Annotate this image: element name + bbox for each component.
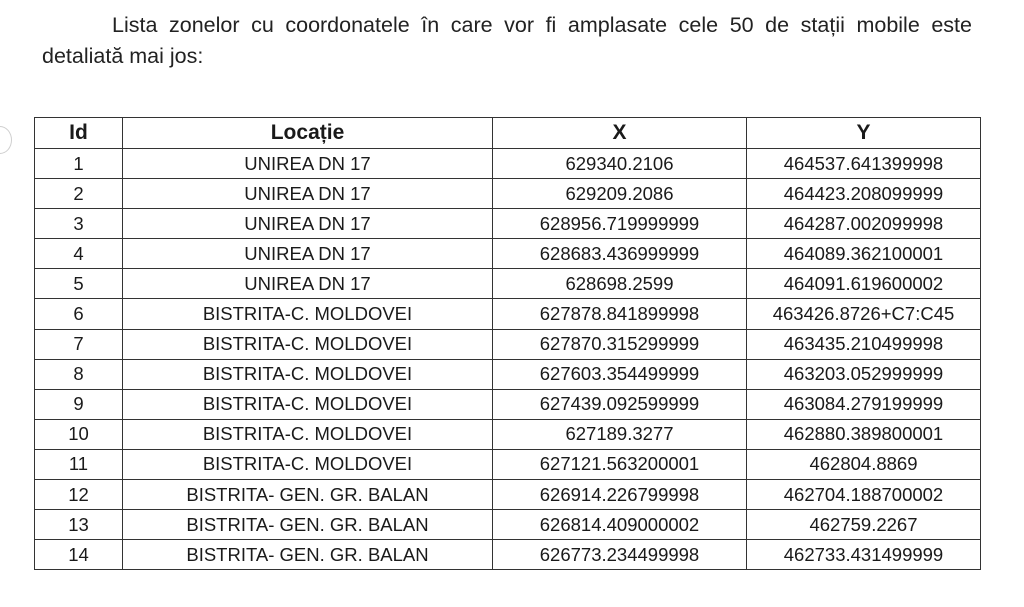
cell-id: 3 xyxy=(35,209,123,239)
cell-y: 464287.002099998 xyxy=(747,209,981,239)
table-header-row xyxy=(35,118,981,149)
cell-x: 627603.354499999 xyxy=(493,359,747,389)
cell-y: 463203.052999999 xyxy=(747,359,981,389)
table-row xyxy=(35,329,981,359)
cell-id: 12 xyxy=(35,480,123,510)
cell-x: 627189.3277 xyxy=(493,419,747,449)
table-row xyxy=(35,179,981,209)
cell-location: BISTRITA-C. MOLDOVEI xyxy=(123,449,493,479)
cell-id: 14 xyxy=(35,540,123,570)
stations-coordinates-table xyxy=(34,117,981,570)
cell-y: 464537.641399998 xyxy=(747,149,981,179)
table-row xyxy=(35,299,981,329)
cell-location: BISTRITA-C. MOLDOVEI xyxy=(123,389,493,419)
cell-y: 463426.8726+C7:C45 xyxy=(747,299,981,329)
table-row xyxy=(35,149,981,179)
table-row xyxy=(35,480,981,510)
intro-paragraph: Lista zonelor cu coordonatele în care vor fi amplasate cele 50 de stații mobile este detaliată mai jos: xyxy=(42,13,972,68)
cell-location: BISTRITA- GEN. GR. BALAN xyxy=(123,540,493,570)
table-row xyxy=(35,510,981,540)
cell-location: BISTRITA- GEN. GR. BALAN xyxy=(123,510,493,540)
header-id: Id xyxy=(35,118,123,149)
cell-id: 2 xyxy=(35,179,123,209)
cell-location: BISTRITA-C. MOLDOVEI xyxy=(123,419,493,449)
cell-x: 629340.2106 xyxy=(493,149,747,179)
cell-y: 462804.8869 xyxy=(747,449,981,479)
cell-id: 1 xyxy=(35,149,123,179)
cell-location: BISTRITA- GEN. GR. BALAN xyxy=(123,480,493,510)
cell-y: 462733.431499999 xyxy=(747,540,981,570)
cell-y: 462704.188700002 xyxy=(747,480,981,510)
cell-x: 629209.2086 xyxy=(493,179,747,209)
cell-location: UNIREA DN 17 xyxy=(123,269,493,299)
cell-id: 4 xyxy=(35,239,123,269)
cell-location: UNIREA DN 17 xyxy=(123,179,493,209)
table-row xyxy=(35,540,981,570)
cell-id: 13 xyxy=(35,510,123,540)
cell-y: 462880.389800001 xyxy=(747,419,981,449)
table-body xyxy=(35,149,981,570)
cell-id: 9 xyxy=(35,389,123,419)
cell-x: 626814.409000002 xyxy=(493,510,747,540)
cell-location: UNIREA DN 17 xyxy=(123,209,493,239)
cell-x: 626773.234499998 xyxy=(493,540,747,570)
table-row xyxy=(35,269,981,299)
cell-x: 627439.092599999 xyxy=(493,389,747,419)
cell-y: 462759.2267 xyxy=(747,510,981,540)
cell-x: 628683.436999999 xyxy=(493,239,747,269)
header-x: X xyxy=(493,118,747,149)
cell-y: 463435.210499998 xyxy=(747,329,981,359)
cell-y: 464423.208099999 xyxy=(747,179,981,209)
cell-id: 7 xyxy=(35,329,123,359)
page-edge-mark xyxy=(0,126,12,154)
cell-y: 463084.279199999 xyxy=(747,389,981,419)
cell-id: 10 xyxy=(35,419,123,449)
cell-x: 627878.841899998 xyxy=(493,299,747,329)
cell-x: 628698.2599 xyxy=(493,269,747,299)
table-row xyxy=(35,389,981,419)
cell-location: BISTRITA-C. MOLDOVEI xyxy=(123,359,493,389)
cell-x: 626914.226799998 xyxy=(493,480,747,510)
cell-y: 464091.619600002 xyxy=(747,269,981,299)
table-row xyxy=(35,239,981,269)
cell-location: UNIREA DN 17 xyxy=(123,239,493,269)
table-row xyxy=(35,419,981,449)
cell-id: 11 xyxy=(35,449,123,479)
cell-x: 627121.563200001 xyxy=(493,449,747,479)
cell-id: 5 xyxy=(35,269,123,299)
header-location: Locație xyxy=(123,118,493,149)
table-row xyxy=(35,449,981,479)
table-row xyxy=(35,209,981,239)
header-y: Y xyxy=(747,118,981,149)
cell-x: 628956.719999999 xyxy=(493,209,747,239)
table-row xyxy=(35,359,981,389)
cell-location: BISTRITA-C. MOLDOVEI xyxy=(123,329,493,359)
cell-id: 6 xyxy=(35,299,123,329)
cell-x: 627870.315299999 xyxy=(493,329,747,359)
cell-y: 464089.362100001 xyxy=(747,239,981,269)
cell-location: UNIREA DN 17 xyxy=(123,149,493,179)
cell-location: BISTRITA-C. MOLDOVEI xyxy=(123,299,493,329)
cell-id: 8 xyxy=(35,359,123,389)
